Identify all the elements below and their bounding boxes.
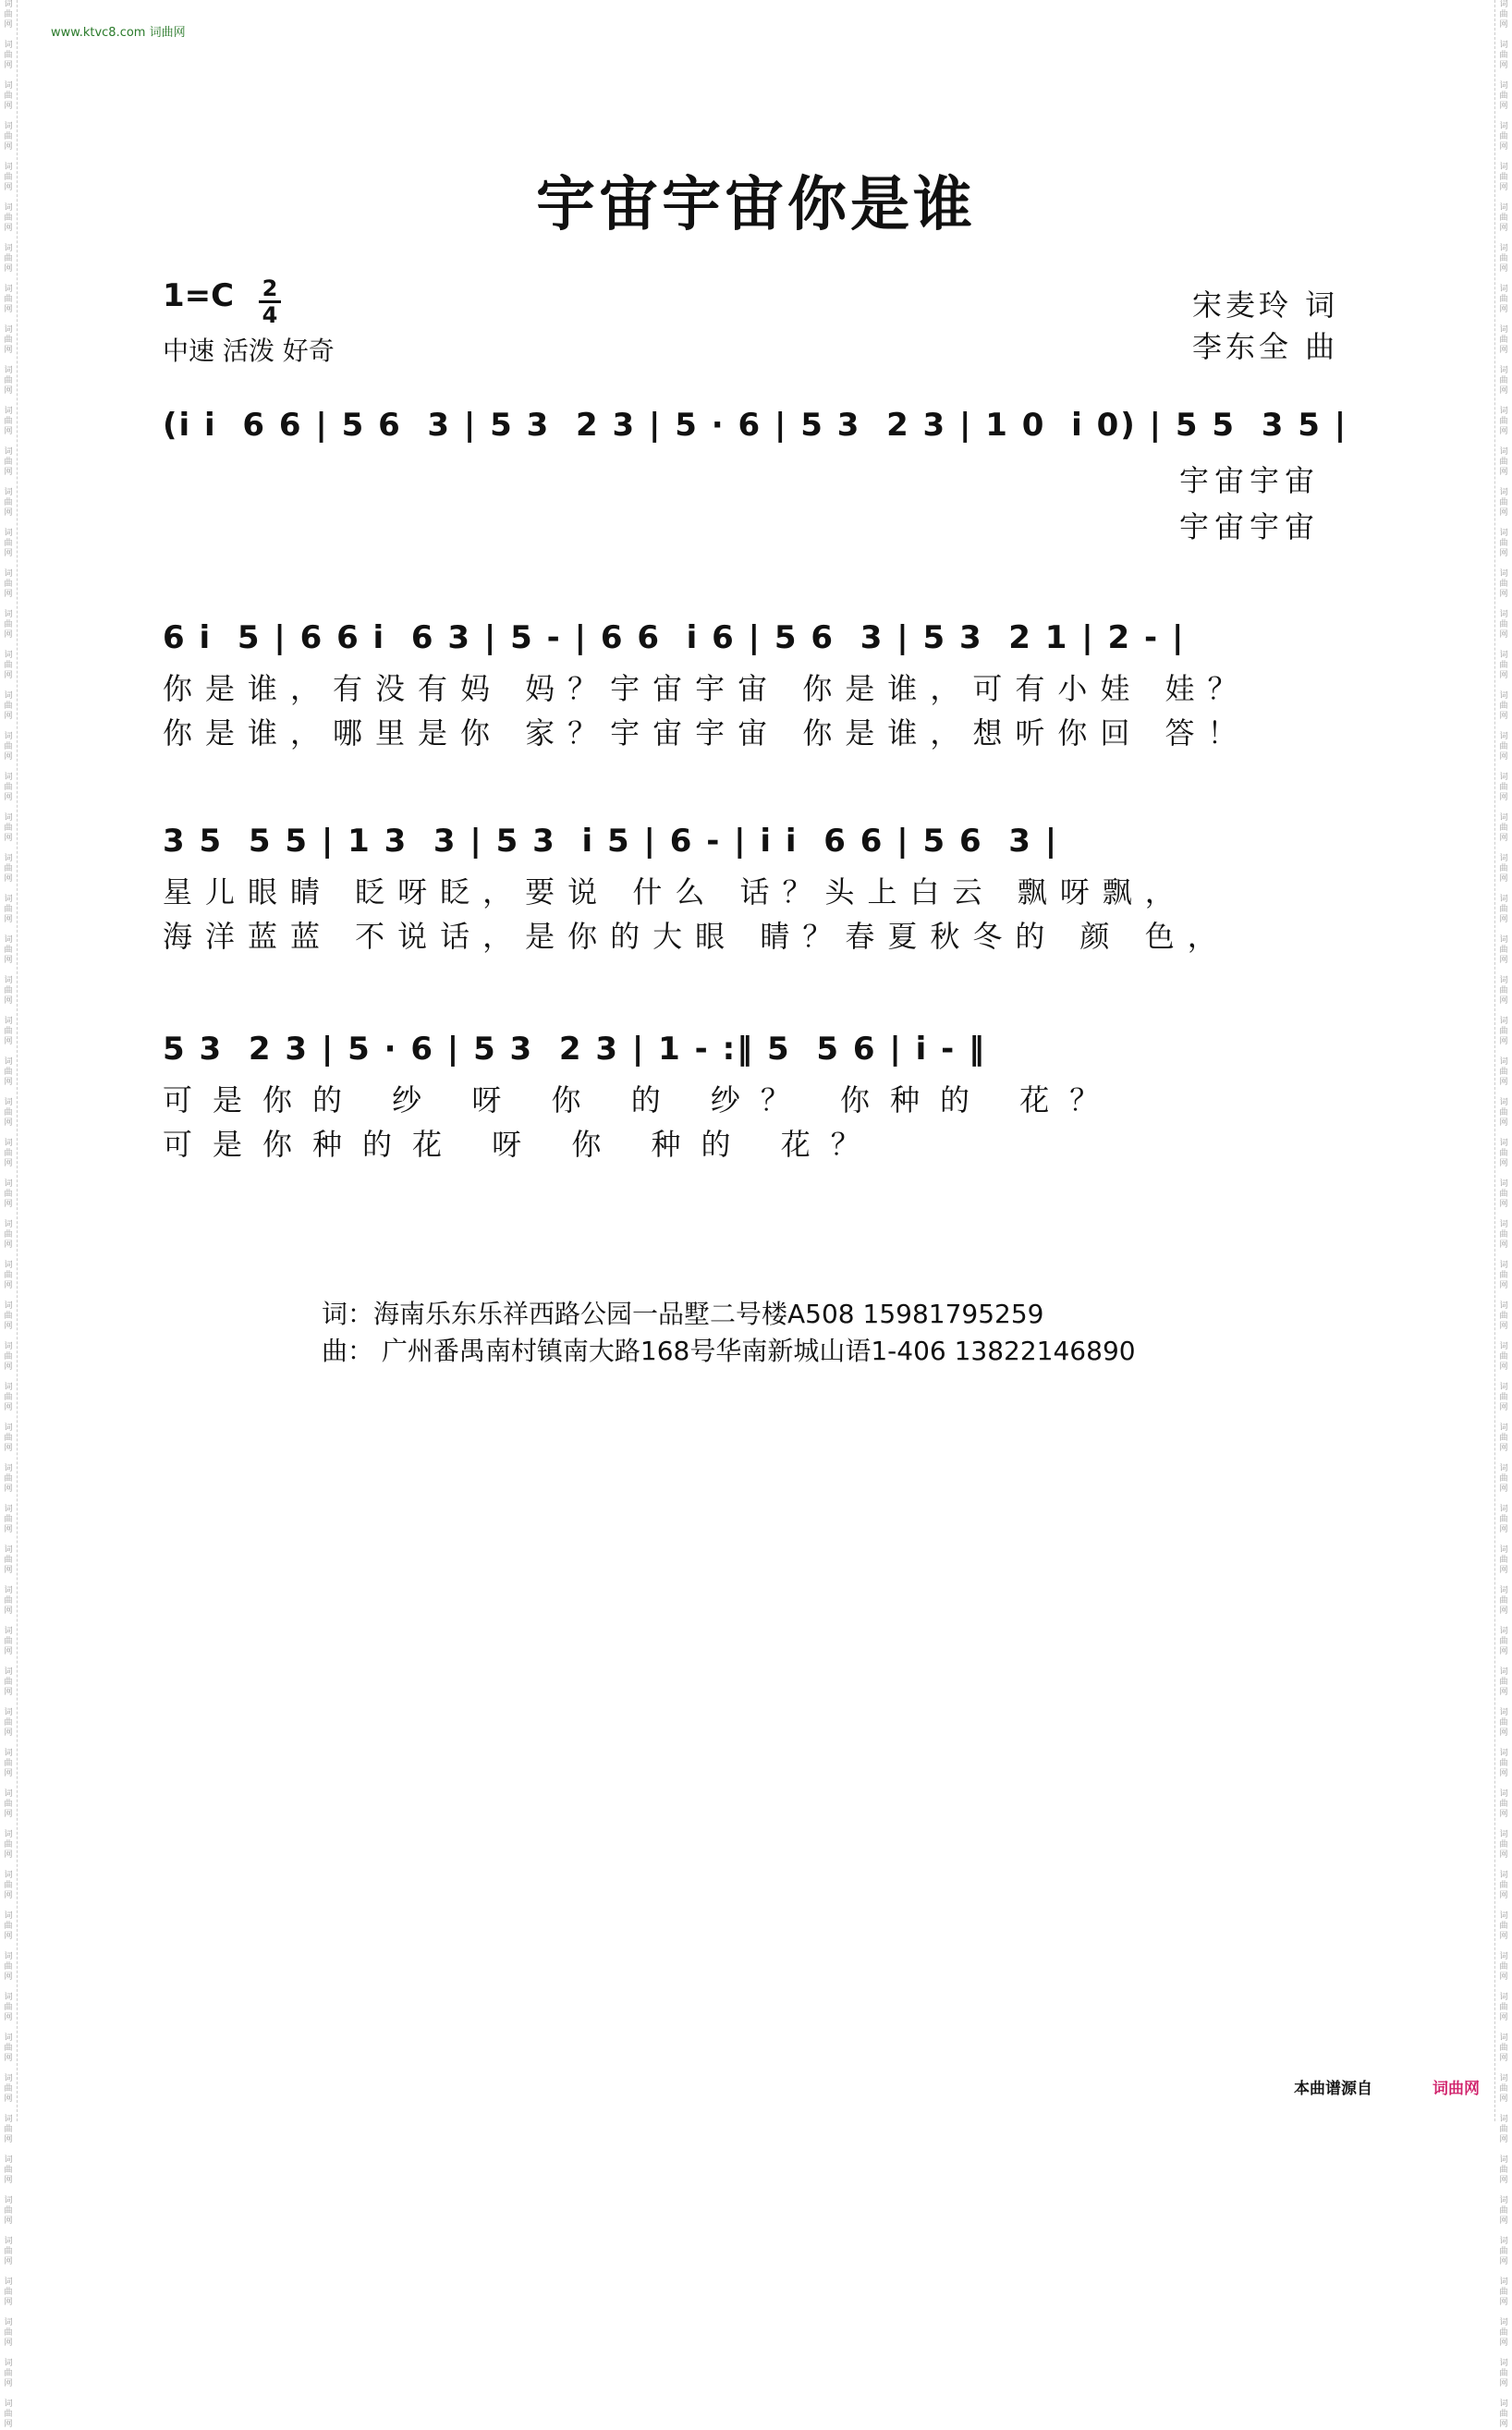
notation-line: 3 5 5 5 | 1 3 3 | 5 3 i 5 | 6 - | i i 6 6 | 5 6 3 | (163, 823, 1059, 860)
composer-credit: 李东全 曲 (1192, 329, 1339, 364)
notation-line: (i i 6 6 | 5 6 3 | 5 3 2 3 | 5 · 6 | 5 3 2 3 | 1 0 i 0) | 5 5 3 5 | (163, 407, 1348, 444)
lyric-line-1: 星儿眼睛 眨呀眨，要说 什么 话？头上白云 飘呀飘， (163, 874, 1188, 910)
left-margin-watermark: 词 曲 网 词 曲 网 词 曲 网 词 曲 网 词 曲 网 词 曲 网 词 曲 网 词 曲 网 词 曲 网 词 曲 网 词 曲 网 词 曲 网 词 曲 网 词 曲 网 词 曲 网 词 曲 网 词 曲 网 词 曲 网 词 曲 网 词 曲 网 词 曲 网 词 曲 网 词 曲 网 词 曲 网 词 曲 网 词 曲 网 词 曲 网 词 曲 网 词 曲 网 词 曲 网 词 曲 网 词 曲 网 词 曲 网 词 曲 网 词 曲 网 词 曲 网 词 曲 网 词 曲 网 词 曲 网 词 曲 网 词 曲 网 词 曲 网 词 曲 网 词 曲 网 词 曲 网 词 曲 网 词 曲 网 词 曲 网 词 曲 网 词 曲 网 词 曲 网 词 曲 网 词 曲 网 词 曲 网 词 曲 网 词 曲 网 词 曲 网 词 曲 网 词 曲 网 词 曲 网 (0, 0, 18, 2121)
lyricist-credit: 宋麦玲 词 (1192, 287, 1339, 323)
time-sig-bottom: 4 (262, 302, 278, 328)
source-site-link[interactable]: 词曲网 (1433, 2080, 1480, 2098)
notation-line: 5 3 2 3 | 5 · 6 | 5 3 2 3 | 1 - :‖ 5 5 6 | i - ‖ (163, 1031, 987, 1068)
lyric-line-2: 海洋蓝蓝 不说话，是你的大眼 睛？春夏秋冬的 颜 色， (163, 919, 1230, 954)
site-url[interactable]: www.ktvc8.com 词曲网 (51, 26, 186, 40)
song-title: 宇宙宇宙你是谁 (536, 170, 976, 239)
lyric-line-1: 你是谁，有没有妈 妈？宇宙宇宙 你是谁，可有小娃 娃？ (163, 671, 1250, 706)
time-signature (259, 277, 281, 326)
right-margin-watermark: 词 曲 网 词 曲 网 词 曲 网 词 曲 网 词 曲 网 词 曲 网 词 曲 网 词 曲 网 词 曲 网 词 曲 网 词 曲 网 词 曲 网 词 曲 网 词 曲 网 词 曲 网 词 曲 网 词 曲 网 词 曲 网 词 曲 网 词 曲 网 词 曲 网 词 曲 网 词 曲 网 词 曲 网 词 曲 网 词 曲 网 词 曲 网 词 曲 网 词 曲 网 词 曲 网 词 曲 网 词 曲 网 词 曲 网 词 曲 网 词 曲 网 词 曲 网 词 曲 网 词 曲 网 词 曲 网 词 曲 网 词 曲 网 词 曲 网 词 曲 网 词 曲 网 词 曲 网 词 曲 网 词 曲 网 词 曲 网 词 曲 网 词 曲 网 词 曲 网 词 曲 网 词 曲 网 词 曲 网 词 曲 网 词 曲 网 词 曲 网 词 曲 网 词 曲 网 词 曲 网 (1494, 0, 1512, 2121)
lyric-line-1: 宇宙宇宙 (1179, 463, 1321, 498)
lyric-line-2: 你是谁，哪里是你 家？宇宙宇宙 你是谁，想听你回 答！ (163, 715, 1250, 751)
notation-line: 6 i 5 | 6 6 i 6 3 | 5 - | 6 6 i 6 | 5 6 3 | 5 3 2 1 | 2 - | (163, 619, 1186, 656)
lyric-line-2: 宇宙宇宙 (1179, 509, 1321, 544)
composer-address: 曲： 广州番禺南村镇南大路168号华南新城山语1-406 13822146890 (322, 1336, 1136, 1366)
source-note: 本曲谱源自 (1294, 2080, 1372, 2098)
key-signature: 1=C (163, 277, 235, 314)
lyricist-address: 词：海南乐东乐祥西路公园一品墅二号楼A508 15981795259 (322, 1299, 1044, 1329)
lyric-line-1: 可是你的 纱 呀 你 的 纱？ 你种的 花？ (163, 1082, 1120, 1117)
lyric-line-2: 可是你种的花 呀 你 种的 花？ (163, 1127, 881, 1162)
tempo-marking: 中速 活泼 好奇 (163, 336, 335, 366)
time-sig-top: 2 (262, 275, 278, 301)
